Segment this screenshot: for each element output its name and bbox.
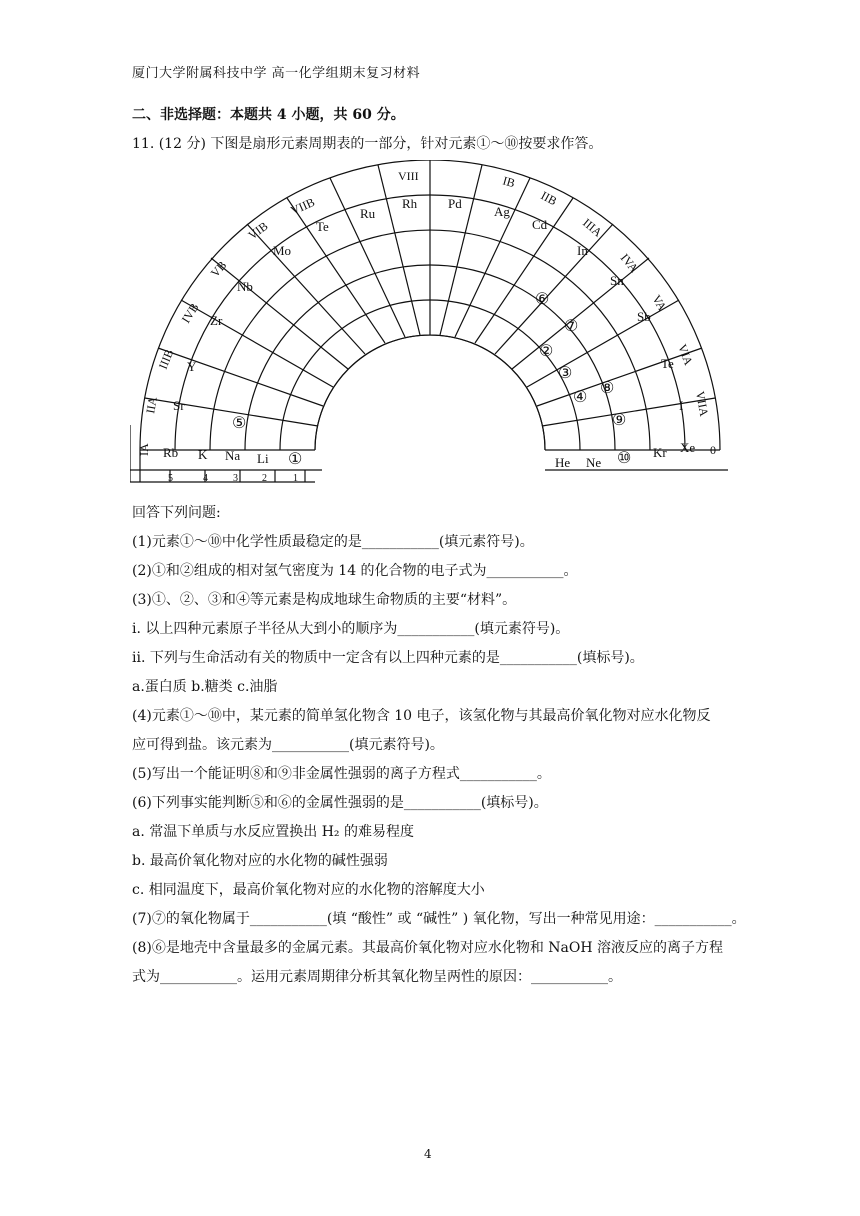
group-label: IB <box>501 173 517 191</box>
group-label: VIIA <box>693 390 712 418</box>
period-label: 4 <box>203 473 208 484</box>
group-label: VB <box>207 258 230 281</box>
group-label: IIA <box>143 395 160 415</box>
group-label: VIIB <box>288 194 317 218</box>
answer-intro: 回答下列问题: <box>132 505 221 521</box>
element-8: ⑧ <box>600 380 615 397</box>
element-xe: Xe <box>680 440 696 455</box>
page-number: 4 <box>424 1147 432 1161</box>
element-pd: Pd <box>448 196 462 211</box>
element-9: ⑨ <box>612 412 627 429</box>
element-he: He <box>555 455 571 470</box>
question-3: (3)①、②、③和④等元素是构成地球生命物质的主要“材料”。 <box>132 592 517 608</box>
element-cd: Cd <box>532 217 548 232</box>
question-3-options: a.蛋白质 b.糖类 c.油脂 <box>132 679 278 695</box>
group-label: IIIB <box>155 347 177 372</box>
question-6-option-c: c. 相同温度下，最高价氧化物对应的水化物的溶解度大小 <box>132 882 485 898</box>
group-label: IIB <box>538 188 560 209</box>
element-y: Y <box>187 359 197 374</box>
fan-periodic-table <box>130 160 730 485</box>
group-label: IA <box>137 443 151 456</box>
element-te: Te <box>661 356 674 371</box>
element-sb: Sb <box>637 309 651 324</box>
element-kr: Kr <box>653 445 667 460</box>
element-10: ⑩ <box>617 450 632 467</box>
element-tc: Te <box>316 219 329 234</box>
element-li: Li <box>257 451 269 466</box>
section-title: 二、非选择题：本题共 4 小题，共 60 分。 <box>132 107 405 123</box>
element-5: ⑤ <box>232 415 247 432</box>
element-symbols <box>163 196 695 470</box>
element-ne: Ne <box>586 455 602 470</box>
question-6-option-b: b. 最高价氧化物对应的水化物的碱性强弱 <box>132 853 388 869</box>
question-8-line1: (8)⑥是地壳中含量最多的金属元素。其最高价氧化物对应水化物和 NaOH 溶液反应的离子方程 <box>132 940 724 956</box>
element-2: ② <box>539 343 554 360</box>
period-label: 3 <box>233 473 238 484</box>
element-mo: Mo <box>273 243 292 258</box>
group-label: IVB <box>178 300 202 326</box>
element-zr: Zr <box>210 313 223 328</box>
group-label: 0 <box>710 443 716 457</box>
question-1: (1)元素①～⑩中化学性质最稳定的是___________(填元素符号)。 <box>132 534 534 550</box>
question-4-line2: 应可得到盐。该元素为___________(填元素符号)。 <box>132 737 444 753</box>
element-rb: Rb <box>163 445 179 460</box>
question-6-option-a: a. 常温下单质与水反应置换出 H₂ 的难易程度 <box>132 824 414 840</box>
question-4-line1: (4)元素①～⑩中，某元素的简单氢化物含 10 电子，该氢化物与其最高价氧化物对应水化物反 <box>132 708 711 724</box>
period-label: 5 <box>168 473 173 484</box>
element-1: ① <box>288 451 303 468</box>
element-k: K <box>198 447 208 462</box>
element-i: I <box>679 398 684 413</box>
element-rh: Rh <box>402 196 418 211</box>
question-intro: 11. (12 分) 下图是扇形元素周期表的一部分，针对元素①～⑩按要求作答。 <box>132 136 603 152</box>
question-5: (5)写出一个能证明⑧和⑨非金属性强弱的离子方程式___________。 <box>132 766 551 782</box>
question-3-i: i. 以上四种元素原子半径从大到小的顺序为___________(填元素符号)。 <box>132 621 570 637</box>
group-label: VIB <box>245 218 271 243</box>
group-label: IIIA <box>580 215 605 240</box>
element-ru: Ru <box>360 206 376 221</box>
element-nb: Nb <box>237 279 253 294</box>
group-labels <box>137 169 716 457</box>
question-8-line2: 式为___________。运用元素周期律分析其氧化物呈两性的原因：___________。 <box>132 969 622 985</box>
group-label: VIA <box>675 342 696 368</box>
element-sn: Sn <box>610 273 624 288</box>
period-label: 1 <box>293 473 298 484</box>
question-3-ii: ii. 下列与生命活动有关的物质中一定含有以上四种元素的是___________(填标号)。 <box>132 650 644 666</box>
element-3: ③ <box>558 365 573 382</box>
period-label: 2 <box>262 473 267 484</box>
element-4: ④ <box>573 389 588 406</box>
page-header: 厦门大学附属科技中学 高一化学组期末复习材料 <box>132 66 421 81</box>
group-label: VA <box>649 292 670 314</box>
fan-table-svg <box>130 160 730 485</box>
element-ag: Ag <box>494 204 510 219</box>
element-sr: Sr <box>173 398 185 413</box>
question-6: (6)下列事实能判断⑤和⑥的金属性强弱的是___________(填标号)。 <box>132 795 548 811</box>
group-label: IVA <box>617 250 642 276</box>
question-2: (2)①和②组成的相对氢气密度为 14 的化合物的电子式为___________。 <box>132 563 578 579</box>
element-na: Na <box>225 448 241 463</box>
element-in: In <box>577 243 588 258</box>
element-7: ⑦ <box>564 318 579 335</box>
group-label: VIII <box>398 169 419 183</box>
question-7: (7)⑦的氧化物属于___________(填 “酸性” 或 “碱性” ) 氧化物，写出一种常见用途：___________。 <box>132 911 746 927</box>
element-6: ⑥ <box>535 291 550 308</box>
